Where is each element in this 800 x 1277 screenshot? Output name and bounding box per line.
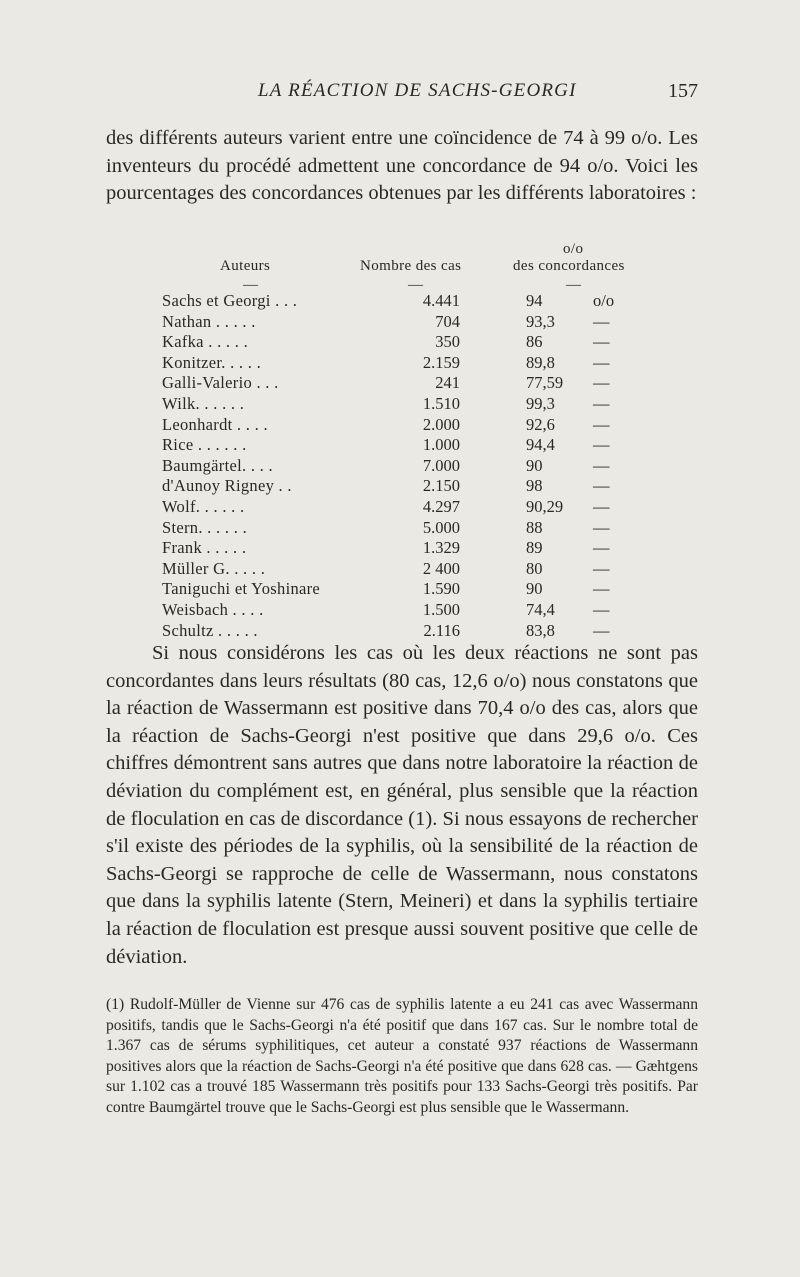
count-cell: 4.441 (422, 291, 460, 310)
main-paragraph: Si nous considérons les cas où les deux réactions ne sont pas concordantes dans leurs résultats (80 cas, 12,6 o/o) nous constatons que la réaction de Wassermann est positive dans 70,4 o/o des cas, alors que la réaction de Sachs-Georgi n'est positive que dans 29,6 o/o. Ces chiffres démontrent sans autres que dans notre laboratoire la réaction de déviation du complément est, en général, plus sensible que la réaction de floculation en cas de discordance (1). Si nous essayons de rechercher s'il existe des périodes de la syphilis, où la sensibilité de la réaction de Sachs-Georgi se rapproche de celle de Wassermann, nous constatons que dans la syphilis latente (Stern, Meineri) et dans la syphilis tertiaire la réaction de floculation est presque aussi souvent positive que celle de déviation. (106, 642, 698, 968)
table-row (0, 312, 800, 333)
table-row (0, 518, 800, 539)
percent-cell: 93,3 (526, 311, 555, 331)
unit-cell: — (593, 455, 610, 475)
table-row (0, 332, 800, 353)
count-cell: 5.000 (422, 517, 460, 537)
unit-cell: — (593, 538, 610, 558)
author-cell: Müller G. . . . . (162, 558, 266, 578)
author-cell: Stern. . . . . . (162, 517, 248, 537)
unit-cell: — (593, 517, 610, 537)
unit-cell: — (593, 600, 610, 619)
header-dash: — (566, 277, 581, 293)
percent-cell: 94,4 (526, 435, 555, 455)
table-row (0, 621, 800, 642)
percent-cell: 89 (526, 538, 543, 558)
count-cell: 2.159 (422, 352, 460, 372)
count-cell: 2 400 (422, 558, 460, 578)
table-row (0, 394, 800, 415)
percent-cell: 90 (526, 455, 543, 475)
unit-cell: — (593, 311, 610, 331)
unit-cell: o/o (593, 291, 615, 310)
table-row (0, 415, 800, 436)
unit-cell: — (593, 373, 610, 393)
table-row (0, 353, 800, 374)
header-dash: — (408, 277, 423, 293)
unit-cell: — (593, 435, 610, 455)
percent-cell: 77,59 (526, 373, 564, 393)
count-cell: 1.329 (422, 538, 460, 558)
percent-cell: 74,4 (526, 600, 555, 619)
author-cell: Konitzer. . . . . (162, 352, 262, 372)
author-cell: Leonhardt . . . . (162, 414, 268, 434)
author-cell: Wilk. . . . . . (162, 394, 245, 413)
percent-cell: 92,6 (526, 414, 555, 434)
percent-cell: 90 (526, 579, 543, 599)
table-row (0, 579, 800, 600)
author-cell: Schultz . . . . . (162, 620, 258, 640)
unit-cell: — (593, 497, 610, 516)
unit-cell: — (593, 352, 610, 372)
author-cell: Sachs et Georgi . . . (162, 291, 298, 310)
intro-paragraph: des différents auteurs varient entre une coïncidence de 74 à 99 o/o. Les inventeurs du procédé admettent une concordance de 94 o/o. Voici les pourcentages des concordances obtenues par les différents laboratoires : (106, 127, 698, 204)
header-dash: — (243, 277, 258, 293)
table-row (0, 435, 800, 456)
unit-cell: — (593, 332, 610, 352)
unit-cell: — (593, 558, 610, 578)
count-cell: 4.297 (422, 497, 460, 516)
author-cell: Rice . . . . . . (162, 435, 247, 455)
count-cell: 2.000 (422, 414, 460, 434)
unit-cell: — (593, 394, 610, 413)
chapter-title: LA RÉACTION DE SACHS-GEORGI (258, 80, 577, 101)
running-header (0, 80, 800, 110)
percent-cell: 98 (526, 476, 543, 496)
author-cell: Galli-Valerio . . . (162, 373, 279, 393)
header-authors: Auteurs (220, 258, 271, 274)
table-row (0, 497, 800, 518)
count-cell: 2.150 (422, 476, 460, 496)
count-cell: 241 (435, 373, 460, 393)
count-cell: 704 (435, 311, 460, 331)
table-row (0, 538, 800, 559)
author-cell: Nathan . . . . . (162, 311, 256, 331)
author-cell: Taniguchi et Yoshinare (162, 579, 321, 599)
footnote: (1) Rudolf-Müller de Vienne sur 476 cas de syphilis latente a eu 241 cas avec Wassermann positifs, tandis que le Sachs-Georgi n'a été positif que dans 167 cas. Sur le nombre total de 1.367 cas de sérums syphilitiques, cet auteur a constaté 937 réactions de Wassermann positives alors que la réaction de Sachs-Georgi n'a été positive que dans 628 cas. — Gæhtgens sur 1.102 cas a trouvé 185 Wassermann très positifs pour 133 Sachs-Georgi très positifs. Par contre Baumgärtel trouve que le Sachs-Georgi est plus sensible que le Wassermann. (106, 996, 698, 1116)
table-row (0, 600, 800, 621)
unit-cell: — (593, 414, 610, 434)
count-cell: 2.116 (423, 620, 460, 640)
count-cell: 1.590 (422, 579, 460, 599)
percent-cell: 86 (526, 332, 543, 352)
table-row (0, 291, 800, 312)
percent-cell: 83,8 (526, 620, 555, 640)
unit-cell: — (593, 620, 610, 640)
concordance-table (0, 241, 800, 645)
header-percent-unit: o/o (563, 241, 584, 257)
count-cell: 1.000 (422, 435, 460, 455)
table-row (0, 373, 800, 394)
percent-cell: 89,8 (526, 352, 555, 372)
unit-cell: — (593, 579, 610, 599)
percent-cell: 99,3 (526, 394, 555, 413)
percent-cell: 80 (526, 558, 543, 578)
author-cell: Kafka . . . . . (162, 332, 249, 352)
count-cell: 1.510 (422, 394, 460, 413)
percent-cell: 90,29 (526, 497, 564, 516)
table-row (0, 476, 800, 497)
percent-cell: 88 (526, 517, 543, 537)
header-count: Nombre des cas (360, 258, 462, 274)
count-cell: 1.500 (422, 600, 460, 619)
count-cell: 7.000 (422, 455, 460, 475)
author-cell: d'Aunoy Rigney . . (162, 476, 292, 496)
unit-cell: — (593, 476, 610, 496)
percent-cell: 94 (526, 291, 543, 310)
table-row (0, 456, 800, 477)
page-number: 157 (668, 80, 698, 102)
author-cell: Wolf. . . . . . (162, 497, 245, 516)
author-cell: Frank . . . . . (162, 538, 247, 558)
table-row (0, 559, 800, 580)
count-cell: 350 (435, 332, 460, 352)
author-cell: Baumgärtel. . . . (162, 455, 273, 475)
author-cell: Weisbach . . . . (162, 600, 264, 619)
header-percent: des concordances (513, 258, 625, 274)
